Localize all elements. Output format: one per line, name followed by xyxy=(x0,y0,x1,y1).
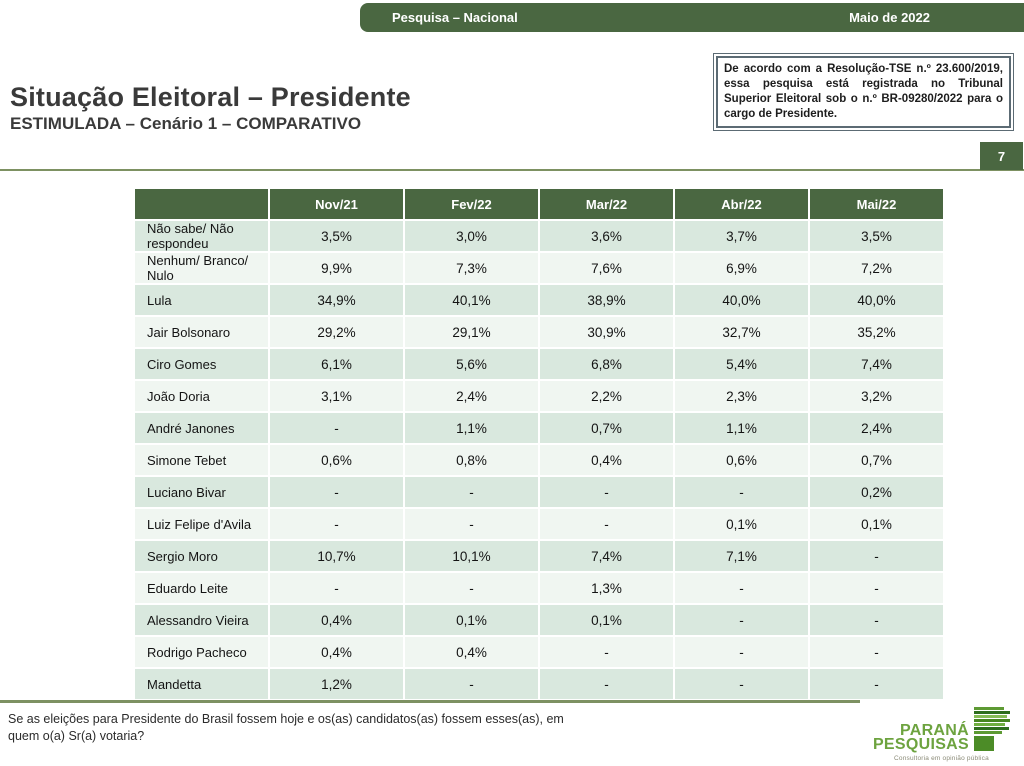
value-cell: 30,9% xyxy=(539,316,674,348)
logo-line2: PESQUISAS xyxy=(872,736,969,754)
candidate-name-cell: Sergio Moro xyxy=(134,540,269,572)
value-cell: - xyxy=(674,668,809,700)
table-row xyxy=(134,252,944,284)
value-cell: - xyxy=(809,572,944,604)
logo-wordmark xyxy=(872,721,969,754)
column-header: Mar/22 xyxy=(539,188,674,220)
value-cell: - xyxy=(809,540,944,572)
corner-cell xyxy=(134,188,269,220)
tse-notice-box xyxy=(713,53,1014,131)
survey-question: Se as eleições para Presidente do Brasil fossem hoje e os(as) candidatos(as) fossem esses(as), em quem o(a) Sr(a) votaria? xyxy=(8,712,564,743)
top-divider-line xyxy=(0,169,1024,171)
value-cell: - xyxy=(404,668,539,700)
value-cell: 29,2% xyxy=(269,316,404,348)
value-cell: - xyxy=(539,476,674,508)
candidate-name-cell: Ciro Gomes xyxy=(134,348,269,380)
table-row xyxy=(134,284,944,316)
value-cell: 1,1% xyxy=(404,412,539,444)
candidate-name-cell: Lula xyxy=(134,284,269,316)
value-cell: 2,2% xyxy=(539,380,674,412)
value-cell: - xyxy=(269,572,404,604)
candidate-name-cell: João Doria xyxy=(134,380,269,412)
value-cell: 40,1% xyxy=(404,284,539,316)
results-table xyxy=(133,187,945,701)
value-cell: - xyxy=(269,508,404,540)
value-cell: - xyxy=(809,668,944,700)
tse-notice-text: De acordo com a Resolução-TSE n.º 23.600/2019, essa pesquisa está registrada no Tribunal Superior Eleitoral sob o n.º BR-09280/2022 para o cargo de Presidente. xyxy=(716,56,1011,128)
candidate-name-cell: Luciano Bivar xyxy=(134,476,269,508)
value-cell: 34,9% xyxy=(269,284,404,316)
table-row xyxy=(134,604,944,636)
value-cell: - xyxy=(539,508,674,540)
value-cell: 0,1% xyxy=(404,604,539,636)
value-cell: 3,7% xyxy=(674,220,809,252)
value-cell: - xyxy=(809,636,944,668)
column-header: Abr/22 xyxy=(674,188,809,220)
value-cell: - xyxy=(539,636,674,668)
value-cell: - xyxy=(674,476,809,508)
value-cell: 7,2% xyxy=(809,252,944,284)
value-cell: 0,6% xyxy=(269,444,404,476)
value-cell: 7,1% xyxy=(674,540,809,572)
value-cell: - xyxy=(674,636,809,668)
candidate-name-cell: Nenhum/ Branco/ Nulo xyxy=(134,252,269,284)
value-cell: 10,1% xyxy=(404,540,539,572)
value-cell: 40,0% xyxy=(674,284,809,316)
value-cell: 0,4% xyxy=(269,604,404,636)
value-cell: - xyxy=(539,668,674,700)
value-cell: 0,4% xyxy=(539,444,674,476)
value-cell: 10,7% xyxy=(269,540,404,572)
value-cell: 29,1% xyxy=(404,316,539,348)
table-row xyxy=(134,572,944,604)
value-cell: - xyxy=(404,572,539,604)
value-cell: 5,4% xyxy=(674,348,809,380)
value-cell: - xyxy=(674,604,809,636)
page-subtitle: ESTIMULADA – Cenário 1 – COMPARATIVO xyxy=(10,114,362,133)
bottom-divider-line xyxy=(0,700,860,703)
value-cell: 0,6% xyxy=(674,444,809,476)
value-cell: 40,0% xyxy=(809,284,944,316)
value-cell: 0,7% xyxy=(539,412,674,444)
value-cell: 3,5% xyxy=(809,220,944,252)
candidate-name-cell: Eduardo Leite xyxy=(134,572,269,604)
value-cell: 1,3% xyxy=(539,572,674,604)
column-header: Fev/22 xyxy=(404,188,539,220)
value-cell: 0,1% xyxy=(809,508,944,540)
table-row xyxy=(134,316,944,348)
value-cell: 32,7% xyxy=(674,316,809,348)
parana-pesquisas-logo xyxy=(873,707,1010,762)
value-cell: 35,2% xyxy=(809,316,944,348)
value-cell: 6,9% xyxy=(674,252,809,284)
header-row xyxy=(134,188,944,220)
value-cell: 38,9% xyxy=(539,284,674,316)
table-row xyxy=(134,348,944,380)
value-cell: 5,6% xyxy=(404,348,539,380)
table-header xyxy=(134,188,944,220)
value-cell: - xyxy=(404,508,539,540)
value-cell: - xyxy=(404,476,539,508)
value-cell: 2,3% xyxy=(674,380,809,412)
value-cell: 3,2% xyxy=(809,380,944,412)
candidate-name-cell: Não sabe/ Não respondeu xyxy=(134,220,269,252)
table-row xyxy=(134,412,944,444)
value-cell: 7,3% xyxy=(404,252,539,284)
value-cell: 9,9% xyxy=(269,252,404,284)
value-cell: 0,1% xyxy=(539,604,674,636)
value-cell: 7,4% xyxy=(539,540,674,572)
table-row xyxy=(134,668,944,700)
banner-survey-scope: Pesquisa – Nacional xyxy=(392,10,518,25)
value-cell: 7,4% xyxy=(809,348,944,380)
candidate-name-cell: Alessandro Vieira xyxy=(134,604,269,636)
table-row xyxy=(134,636,944,668)
table-row xyxy=(134,380,944,412)
value-cell: - xyxy=(269,412,404,444)
table-row xyxy=(134,476,944,508)
parana-pesquisas-logo-icon xyxy=(974,707,1010,753)
table-row xyxy=(134,508,944,540)
value-cell: 1,2% xyxy=(269,668,404,700)
column-header: Mai/22 xyxy=(809,188,944,220)
value-cell: 0,7% xyxy=(809,444,944,476)
value-cell: 3,5% xyxy=(269,220,404,252)
top-banner xyxy=(360,3,1024,32)
value-cell: 3,0% xyxy=(404,220,539,252)
value-cell: 3,6% xyxy=(539,220,674,252)
value-cell: 0,8% xyxy=(404,444,539,476)
logo-line1: PARANÁ xyxy=(899,721,969,739)
table-body xyxy=(134,220,944,700)
candidate-name-cell: Mandetta xyxy=(134,668,269,700)
value-cell: 0,4% xyxy=(269,636,404,668)
value-cell: 0,1% xyxy=(674,508,809,540)
candidate-name-cell: Luiz Felipe d'Avila xyxy=(134,508,269,540)
value-cell: 7,6% xyxy=(539,252,674,284)
candidate-name-cell: Jair Bolsonaro xyxy=(134,316,269,348)
banner-survey-date: Maio de 2022 xyxy=(849,10,930,25)
table-row xyxy=(134,220,944,252)
column-header: Nov/21 xyxy=(269,188,404,220)
value-cell: 0,4% xyxy=(404,636,539,668)
value-cell: 3,1% xyxy=(269,380,404,412)
value-cell: - xyxy=(809,604,944,636)
page-title: Situação Eleitoral – Presidente xyxy=(10,82,411,112)
logo-tagline: Consultoria em opinião pública xyxy=(894,755,989,762)
value-cell: 1,1% xyxy=(674,412,809,444)
candidate-name-cell: Rodrigo Pacheco xyxy=(134,636,269,668)
candidate-name-cell: Simone Tebet xyxy=(134,444,269,476)
candidate-name-cell: André Janones xyxy=(134,412,269,444)
value-cell: 2,4% xyxy=(404,380,539,412)
table-row xyxy=(134,444,944,476)
value-cell: 2,4% xyxy=(809,412,944,444)
value-cell: - xyxy=(674,572,809,604)
value-cell: 6,8% xyxy=(539,348,674,380)
table-row xyxy=(134,540,944,572)
value-cell: 0,2% xyxy=(809,476,944,508)
page-number-badge: 7 xyxy=(980,142,1023,170)
value-cell: 6,1% xyxy=(269,348,404,380)
value-cell: - xyxy=(269,476,404,508)
